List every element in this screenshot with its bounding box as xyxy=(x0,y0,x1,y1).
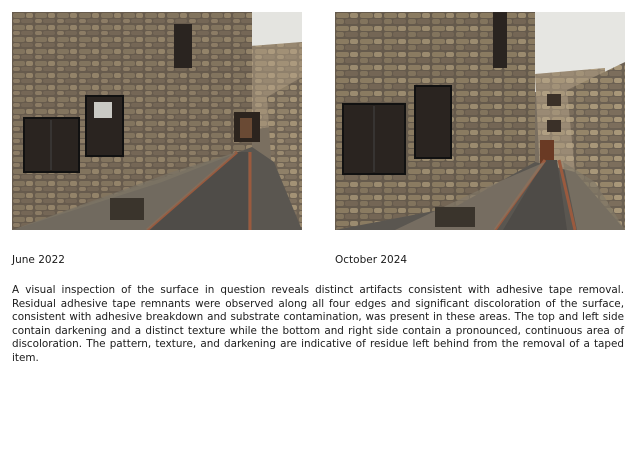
alley-photo-june-2022 xyxy=(12,12,302,230)
alley-photo-october-2024-image xyxy=(335,12,625,230)
inspection-description: A visual inspection of the surface in question reveals distinct artifacts consistent with adhesive tape removal. Residual adhesive tape remnants were observed along all four edges and significant discoloration of the surface, consistent with adhesive breakdown and substrate contamination, was present in these areas. The top and left side contain darkening and a distinct texture while the bottom and right side contain a pronounced, continuous area of discoloration. The pattern, texture, and darkening are indicative of residue left behind from the removal of a taped item. xyxy=(12,284,624,364)
photo-caption-october-2024: October 2024 xyxy=(335,254,408,266)
alley-photo-june-2022-image xyxy=(12,12,302,230)
photo-caption-june-2022: June 2022 xyxy=(12,254,65,266)
alley-photo-october-2024 xyxy=(335,12,625,230)
